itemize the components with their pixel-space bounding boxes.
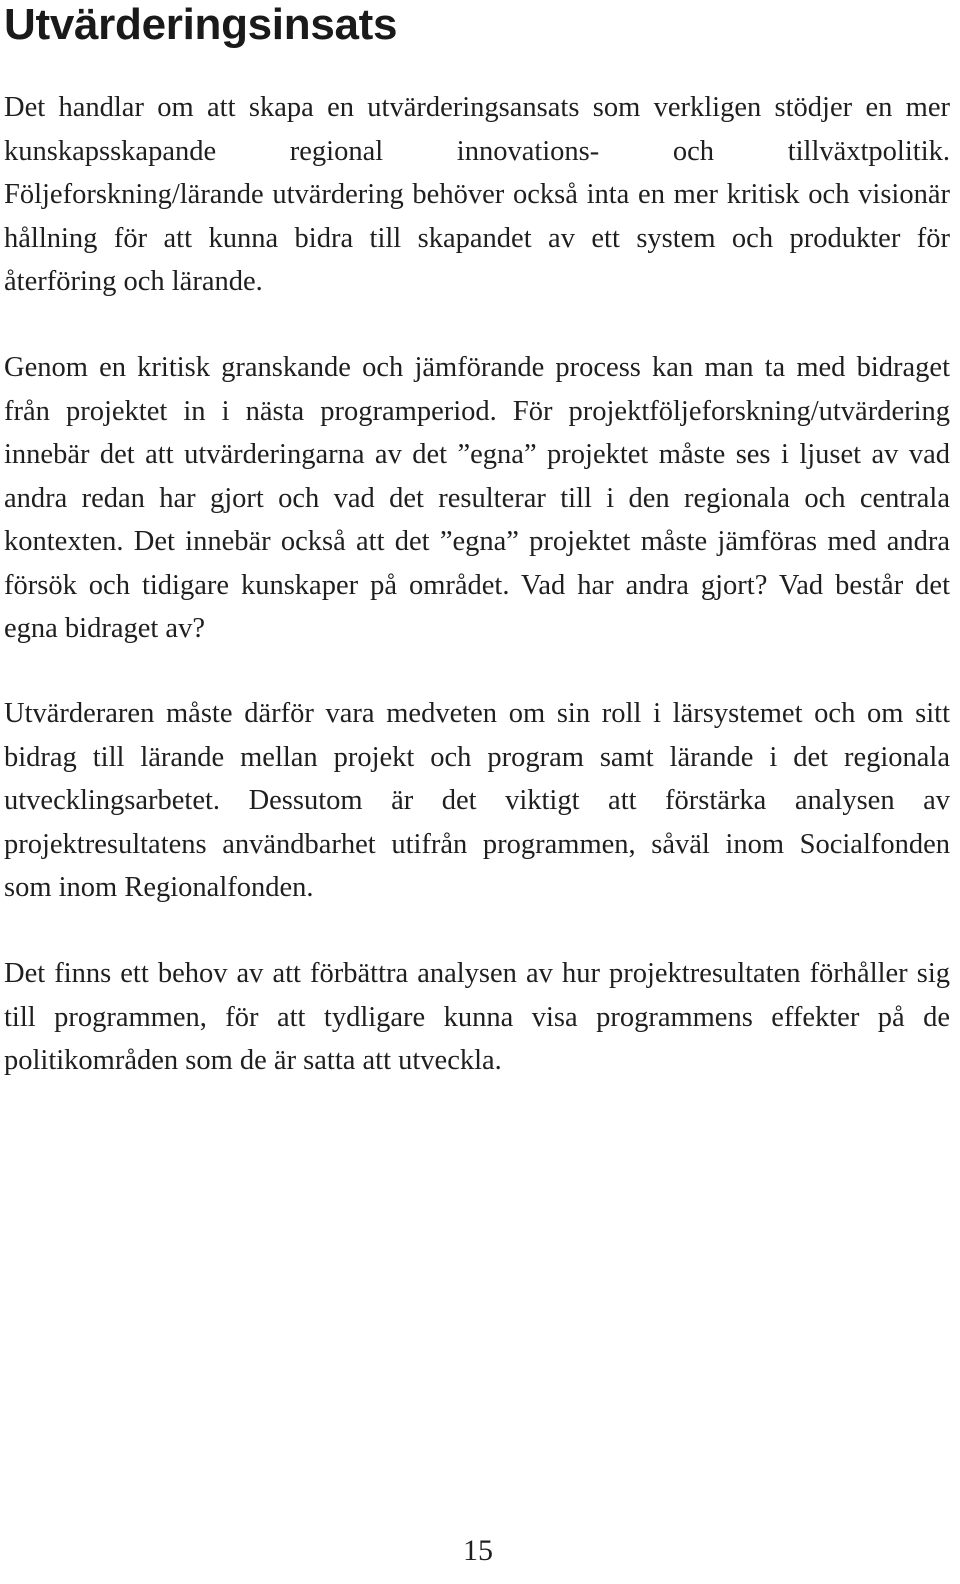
body-paragraph-2: Genom en kritisk granskande och jämförande process kan man ta med bidraget från projektet in i nästa programperiod. För projektföljeforskning/utvärdering innebär det att utvärderingarna av det ”egna” projektet måste ses i ljuset av vad andra redan har gjort och vad det resulterar till i den regionala och centrala kontexten. Det innebär också att det ”egna” projektet måste jämföras med andra försök och tidigare kunskaper på området. Vad har andra gjort? Vad består det egna bidraget av? [4,352,950,644]
body-paragraph-4: Det finns ett behov av att förbättra analysen av hur projektresultaten förhåller sig till programmen, för att tydligare kunna visa programmens effekter på de politikområden som de är satta att utveckla. [4,958,950,1076]
section-heading: Utvärderingsinsats [4,0,398,49]
body-paragraph-1: Det handlar om att skapa en utvärderingsansats som verkligen stödjer en mer kunskapsskapande regional innovations- och tillväxtpolitik. Följeforskning/lärande utvärdering behöver också inta en mer kritisk och visionär hållning för att kunna bidra till skapandet av ett system och produkter för återföring och lärande. [4,92,950,297]
page-number: 15 [463,1534,493,1567]
body-paragraph-3: Utvärderaren måste därför vara medveten om sin roll i lärsystemet och om sitt bidrag till lärande mellan projekt och program samt lärande i det regionala utvecklingsarbetet. Dessutom är det viktigt att förstärka analysen av projektresultatens användbarhet utifrån programmen, såväl inom Socialfonden som inom Regionalfonden. [4,698,950,903]
